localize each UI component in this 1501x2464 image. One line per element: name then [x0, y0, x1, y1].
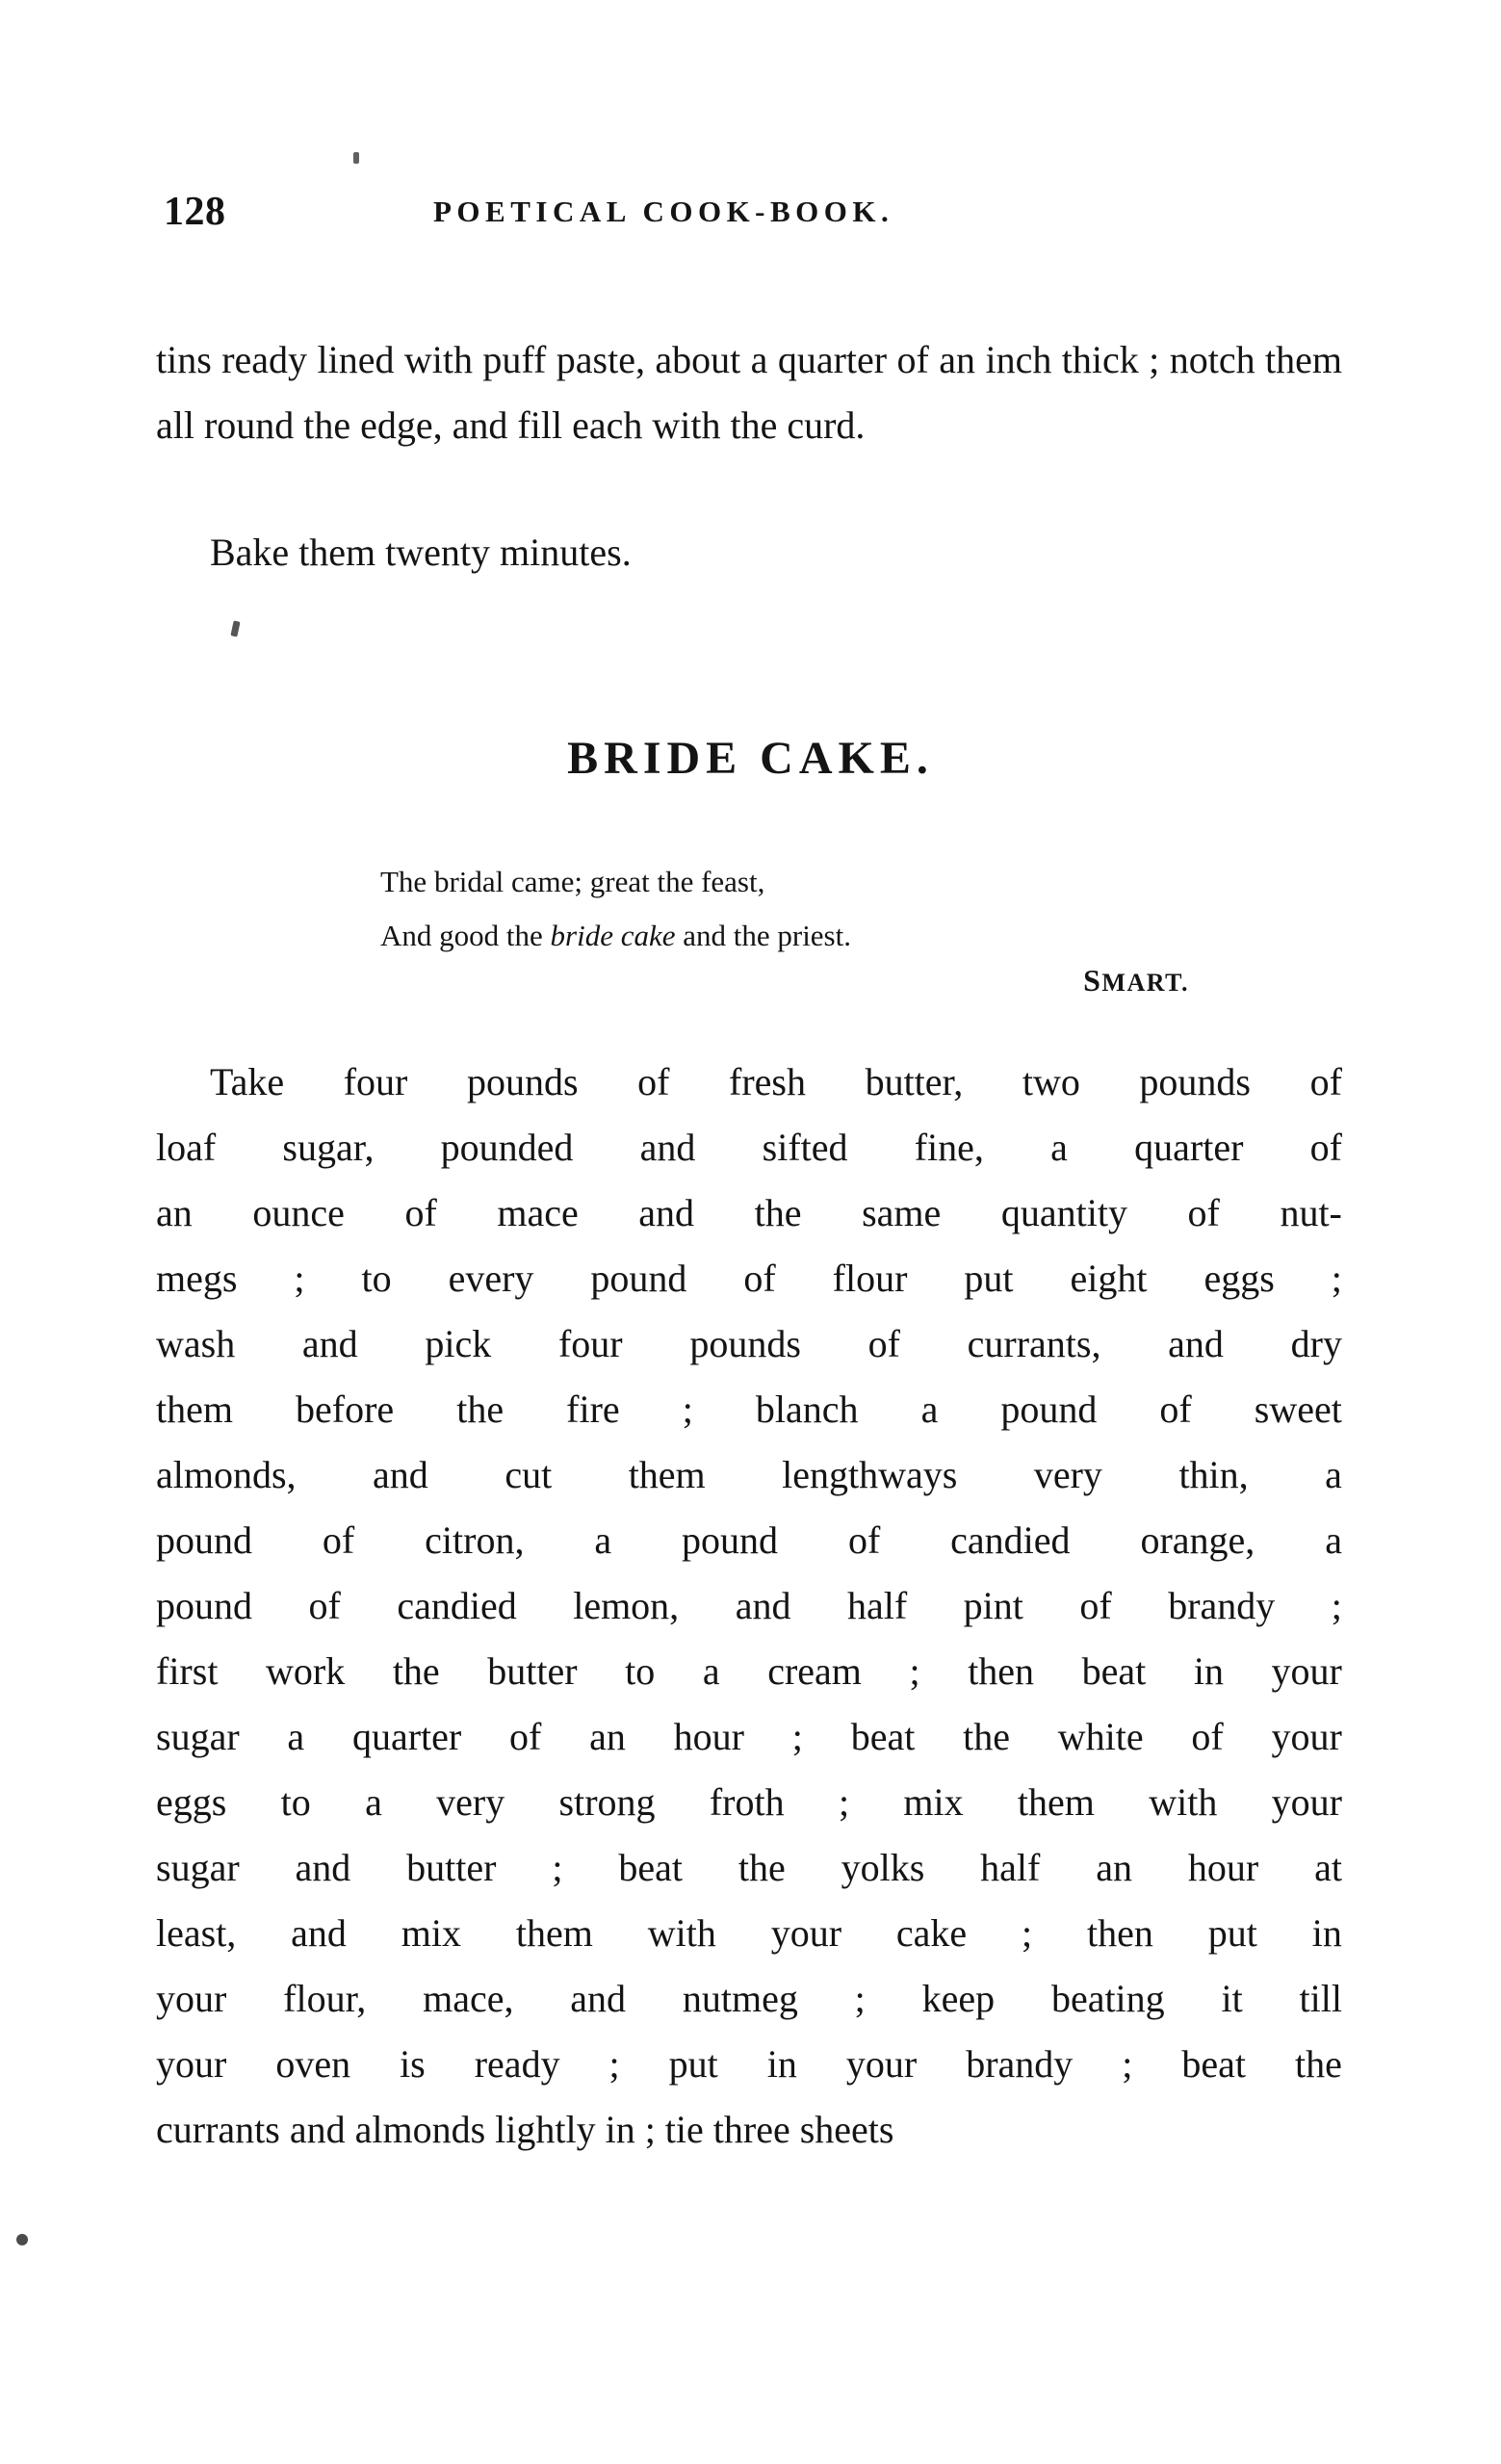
word: of	[1079, 1584, 1112, 1627]
word: till	[1299, 1977, 1342, 2020]
word: mace	[497, 1191, 579, 1234]
word: beat	[1081, 1649, 1147, 1693]
recipe-body-line	[156, 1442, 1342, 1508]
word: your	[1271, 1780, 1342, 1824]
word: a	[365, 1780, 382, 1824]
word: your	[845, 2042, 918, 2086]
running-head-title: POETICAL COOK-BOOK.	[433, 195, 894, 228]
word: beat	[850, 1715, 916, 1758]
word: a	[1050, 1126, 1068, 1169]
word: half	[846, 1584, 908, 1627]
word: lemon,	[573, 1584, 680, 1627]
word: put	[964, 1257, 1014, 1300]
word: Take	[210, 1060, 285, 1103]
running-head	[164, 189, 1348, 235]
word: of	[1191, 1715, 1224, 1758]
word: of	[308, 1584, 341, 1627]
word: ;	[1331, 1257, 1342, 1300]
word: ounce	[252, 1191, 345, 1234]
word: them	[1017, 1780, 1095, 1824]
epigraph-attribution	[380, 963, 1189, 999]
recipe-body-line	[156, 1835, 1342, 1901]
recipe-body-line	[156, 1180, 1342, 1246]
recipe-body-line	[156, 1901, 1342, 1966]
word: pick	[425, 1322, 492, 1365]
word: sugar	[156, 1846, 240, 1889]
word: of	[1309, 1060, 1342, 1103]
word: and	[638, 1191, 695, 1234]
word: nutmeg	[682, 1977, 798, 2020]
word: an	[589, 1715, 626, 1758]
word: ;	[1122, 2042, 1133, 2086]
word: beat	[618, 1846, 683, 1889]
recipe-body-line	[156, 1573, 1342, 1639]
word: pound	[590, 1257, 687, 1300]
word: and	[291, 1911, 347, 1955]
word: in	[1193, 1649, 1224, 1693]
word: white	[1057, 1715, 1144, 1758]
word: candied	[950, 1518, 1071, 1562]
word: to	[280, 1780, 311, 1824]
word: half	[980, 1846, 1041, 1889]
recipe-body-line	[156, 1246, 1342, 1311]
word: quarter	[1134, 1126, 1244, 1169]
recipe-body-line	[156, 2032, 1342, 2097]
word: of	[637, 1060, 670, 1103]
epigraph-italic-phrase: bride cake	[550, 919, 676, 952]
word: ;	[1331, 1584, 1342, 1627]
word: sweet	[1254, 1388, 1342, 1431]
word: ;	[909, 1649, 920, 1693]
word: and	[639, 1126, 696, 1169]
word: your	[156, 1977, 227, 2020]
word: pound	[156, 1518, 252, 1562]
word: to	[625, 1649, 656, 1693]
attribution-rest: MART.	[1101, 969, 1189, 997]
word: and	[1168, 1322, 1224, 1365]
word: ;	[854, 1977, 866, 2020]
word: quarter	[351, 1715, 462, 1758]
word: them	[628, 1453, 706, 1496]
word: before	[296, 1388, 395, 1431]
word: strong	[558, 1780, 656, 1824]
word: and	[570, 1977, 627, 2020]
word: citron,	[425, 1518, 525, 1562]
word: fire	[566, 1388, 620, 1431]
word: megs	[156, 1257, 238, 1300]
recipe-body-line	[156, 1508, 1342, 1573]
word: hour	[673, 1715, 744, 1758]
recipe-body	[156, 1050, 1342, 2163]
bake-paragraph	[156, 520, 1342, 585]
word: oven	[275, 2042, 351, 2086]
word: ;	[1022, 1911, 1033, 1955]
recipe-body-line	[156, 1639, 1342, 1704]
word: least,	[156, 1911, 237, 1955]
word: of	[1159, 1388, 1192, 1431]
word: eight	[1070, 1257, 1148, 1300]
word: a	[287, 1715, 305, 1758]
word: the	[456, 1388, 505, 1431]
word: blanch	[755, 1388, 859, 1431]
page-number: 128	[164, 190, 226, 234]
word: loaf	[156, 1126, 217, 1169]
word: cut	[505, 1453, 553, 1496]
word: it	[1221, 1977, 1243, 2020]
word: the	[738, 1846, 786, 1889]
word: fine,	[914, 1126, 984, 1169]
ink-speck	[16, 2234, 28, 2245]
word: then	[1087, 1911, 1153, 1955]
word: beat	[1181, 2042, 1246, 2086]
word: currants,	[967, 1322, 1101, 1365]
word: pounded	[440, 1126, 574, 1169]
word: them	[156, 1388, 233, 1431]
recipe-body-line	[156, 2097, 1342, 2163]
word: lengthways	[782, 1453, 958, 1496]
recipe-body-line	[156, 1050, 1342, 1115]
word: almonds,	[156, 1453, 297, 1496]
recipe-title: BRIDE CAKE.	[567, 733, 934, 784]
paragraph-text: Bake them twenty minutes.	[210, 531, 632, 574]
word: ;	[552, 1846, 563, 1889]
word: very	[1033, 1453, 1102, 1496]
word: a	[594, 1518, 612, 1562]
word: with	[647, 1911, 716, 1955]
recipe-body-line	[156, 1115, 1342, 1180]
word: mix	[903, 1780, 964, 1824]
word: hour	[1187, 1846, 1259, 1889]
word: your	[770, 1911, 842, 1955]
word: flour	[832, 1257, 908, 1300]
word: pint	[963, 1584, 1023, 1627]
recipe-body-line	[156, 1704, 1342, 1770]
word: flour,	[283, 1977, 367, 2020]
word: the	[754, 1191, 802, 1234]
word: an	[156, 1191, 193, 1234]
word: of	[867, 1322, 900, 1365]
word: your	[156, 2042, 227, 2086]
word: put	[1207, 1911, 1257, 1955]
word: of	[743, 1257, 776, 1300]
word: sifted	[762, 1126, 848, 1169]
word: first	[156, 1649, 219, 1693]
word: then	[968, 1649, 1035, 1693]
word: of	[847, 1518, 881, 1562]
word: cream	[767, 1649, 862, 1693]
word: ready	[474, 2042, 560, 2086]
word: pound	[1000, 1388, 1098, 1431]
word: froth	[709, 1780, 785, 1824]
recipe-body-line	[156, 1966, 1342, 2032]
epigraph-line-2-a: And good the	[380, 919, 551, 952]
word: work	[266, 1649, 346, 1693]
word: the	[392, 1649, 440, 1693]
paragraph-text: tins ready lined with puff paste, about a quarter of an inch thick ; notch them all round the edge, and fill each with the curd.	[156, 338, 1342, 447]
word: brandy	[966, 2042, 1074, 2086]
word: pound	[156, 1584, 252, 1627]
word: pounds	[466, 1060, 579, 1103]
word: of	[404, 1191, 437, 1234]
word: of	[509, 1715, 542, 1758]
attribution-initial: S	[1083, 963, 1102, 998]
word: to	[361, 1257, 392, 1300]
epigraph-line-2-b: and the priest.	[675, 919, 851, 952]
word: currants and almonds lightly in ; tie three sheets	[156, 2108, 894, 2151]
word: dry	[1290, 1322, 1342, 1365]
word: brandy	[1168, 1584, 1276, 1627]
word: cake	[895, 1911, 968, 1955]
word: ;	[838, 1780, 850, 1824]
word: ;	[682, 1388, 693, 1431]
word: quantity	[1000, 1191, 1127, 1234]
word: keep	[921, 1977, 996, 2020]
word: of	[1309, 1126, 1342, 1169]
word: in	[1311, 1911, 1342, 1955]
word: at	[1314, 1846, 1342, 1889]
word: butter,	[865, 1060, 964, 1103]
word: mix	[401, 1911, 462, 1955]
word: nut-	[1280, 1191, 1342, 1234]
word: beating	[1050, 1977, 1165, 2020]
word: pounds	[689, 1322, 801, 1365]
word: sugar	[156, 1715, 240, 1758]
word: candied	[397, 1584, 517, 1627]
word: two	[1022, 1060, 1080, 1103]
word: your	[1271, 1715, 1342, 1758]
word: them	[515, 1911, 593, 1955]
word: four	[343, 1060, 408, 1103]
word: mace,	[423, 1977, 514, 2020]
word: and	[373, 1453, 428, 1496]
word: your	[1271, 1649, 1342, 1693]
word: the	[1294, 2042, 1342, 2086]
word: the	[963, 1715, 1010, 1758]
word: orange,	[1140, 1518, 1255, 1562]
continued-paragraph	[156, 327, 1342, 458]
recipe-body-line	[156, 1377, 1342, 1442]
word: an	[1096, 1846, 1132, 1889]
word: sugar,	[282, 1126, 375, 1169]
ink-speck	[353, 152, 359, 164]
epigraph-line-1: The bridal came; great the feast,	[380, 865, 765, 898]
word: wash	[156, 1322, 236, 1365]
word: ;	[791, 1715, 803, 1758]
word: fresh	[729, 1060, 806, 1103]
word: every	[448, 1257, 534, 1300]
word: and	[295, 1846, 351, 1889]
word: with	[1149, 1780, 1218, 1824]
word: a	[1325, 1453, 1342, 1496]
word: of	[1187, 1191, 1220, 1234]
word: a	[702, 1649, 720, 1693]
word: and	[301, 1322, 358, 1365]
word: pounds	[1139, 1060, 1251, 1103]
recipe-body-line	[156, 1311, 1342, 1377]
word: very	[436, 1780, 505, 1824]
word: butter	[406, 1846, 497, 1889]
word: yolks	[841, 1846, 925, 1889]
word: ;	[608, 2042, 620, 2086]
word: pound	[682, 1518, 779, 1562]
word: of	[322, 1518, 355, 1562]
word: eggs	[156, 1780, 227, 1824]
word: same	[862, 1191, 942, 1234]
word: put	[668, 2042, 718, 2086]
word: thin,	[1178, 1453, 1249, 1496]
ink-speck	[230, 620, 240, 636]
epigraph-line-2	[380, 909, 1151, 963]
word: four	[557, 1322, 623, 1365]
word: ;	[294, 1257, 305, 1300]
word: eggs	[1203, 1257, 1275, 1300]
word: and	[735, 1584, 791, 1627]
word: a	[1325, 1518, 1342, 1562]
word: butter	[487, 1649, 578, 1693]
epigraph	[380, 855, 1151, 963]
recipe-body-line	[156, 1770, 1342, 1835]
word: a	[920, 1388, 939, 1431]
word: in	[766, 2042, 797, 2086]
word: is	[400, 2042, 426, 2086]
